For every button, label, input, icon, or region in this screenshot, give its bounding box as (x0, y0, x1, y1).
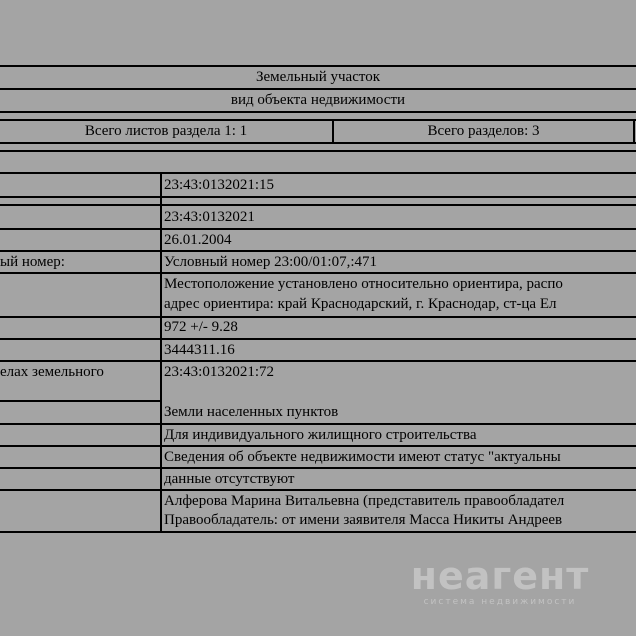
rule (0, 423, 636, 425)
rule (0, 65, 636, 67)
brand-watermark (400, 556, 600, 608)
rule (0, 338, 636, 340)
sheets-total-cell: Всего листов раздела 1: 1 (84, 123, 248, 139)
rule (0, 196, 636, 198)
rule (0, 250, 636, 252)
location-line-1: Местоположение установлено относительно ориентира, распо (164, 276, 563, 292)
rule (0, 445, 636, 447)
rule (0, 489, 636, 491)
area-value: 972 +/- 9.28 (164, 319, 238, 335)
row-label: елах земельного (0, 364, 104, 380)
rule (0, 204, 636, 206)
cadastral-number: 23:43:0132021:15 (164, 177, 275, 193)
brand-tagline: система недвижимости (423, 597, 577, 607)
rule (0, 119, 636, 121)
rule (0, 150, 636, 152)
objects-in-plot: 23:43:0132021:72 (164, 364, 275, 380)
rule (0, 272, 636, 274)
rule (0, 142, 636, 144)
rule (0, 360, 636, 362)
rule (0, 531, 636, 533)
row-label: ый номер: (0, 254, 65, 270)
object-kind-caption: вид объекта недвижимости (230, 92, 406, 108)
column-divider (160, 172, 162, 533)
object-type-heading: Земельный участок (255, 69, 381, 85)
record-status: Сведения об объекте недвижимости имеют статус "актуальны (164, 449, 561, 465)
land-category: Земли населенных пунктов (164, 404, 339, 420)
rule (0, 111, 636, 113)
cadastral-value: 3444311.16 (164, 342, 235, 358)
quarter-number: 23:43:0132021 (164, 209, 255, 225)
recipient-line-1: Алферова Марина Витальевна (представитель правообладател (164, 493, 565, 509)
rule (0, 316, 636, 318)
rule (0, 228, 636, 230)
rule (0, 172, 636, 174)
special-notes: данные отсутствуют (164, 471, 295, 487)
recipient-line-2: Правообладатель: от имени заявителя Масса Никиты Андреев (164, 512, 563, 528)
previous-number: Условный номер 23:00/01:07,:471 (164, 254, 377, 270)
sections-total-cell: Всего разделов: 3 (427, 123, 540, 139)
rule (0, 467, 636, 469)
assignment-date: 26.01.2004 (164, 232, 232, 248)
divider (633, 119, 635, 142)
location-line-2: адрес ориентира: край Краснодарский, г. Краснодар, ст-ца Ел (164, 296, 557, 312)
rule (0, 400, 160, 402)
rule (0, 88, 636, 90)
permitted-use: Для индивидуального жилищного строительства (164, 427, 477, 443)
brand-logo-text: неагент (410, 554, 590, 598)
